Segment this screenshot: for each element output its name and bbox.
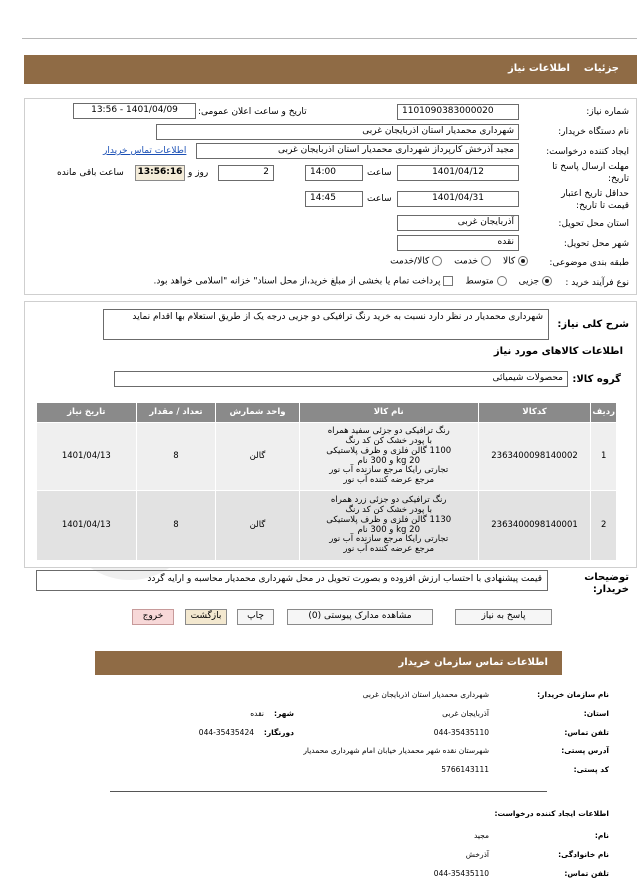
creator-phone-label: تلفن تماس: bbox=[564, 869, 609, 878]
contact-postal-label: کد پستی: bbox=[573, 765, 609, 774]
validity-time-field: 14:45 bbox=[305, 191, 363, 207]
notes-box bbox=[36, 570, 548, 591]
buyer-contact-link[interactable]: اطلاعات تماس خریدار bbox=[103, 146, 187, 156]
contact-phone-value: 044-35435110 bbox=[433, 728, 489, 737]
page-header bbox=[24, 55, 637, 84]
creator-first-name-label: نام: bbox=[594, 831, 609, 840]
view-attachments-button[interactable]: مشاهده مدارک پیوستی (0) bbox=[287, 609, 433, 625]
category-option-goods[interactable]: کالا bbox=[503, 256, 528, 268]
top-divider bbox=[22, 38, 637, 39]
need-number-field: 1101090383000020 bbox=[397, 104, 519, 120]
remaining-label: ساعت باقی مانده bbox=[57, 168, 124, 178]
col-code: کدکالا bbox=[478, 403, 591, 423]
deadline-label-1: مهلت ارسال پاسخ تا bbox=[552, 162, 629, 172]
creator-info-title: اطلاعات ایجاد کننده درخواست: bbox=[494, 809, 609, 818]
col-index: ردیف bbox=[591, 403, 617, 423]
contact-divider bbox=[110, 791, 547, 792]
tab-details[interactable]: جزئیات bbox=[583, 63, 619, 75]
goods-group-label: گروه کالا: bbox=[572, 374, 621, 385]
exit-button[interactable]: خروج bbox=[132, 609, 174, 625]
creator-last-name-value: آذرخش bbox=[465, 850, 489, 859]
contact-city-label: شهر: bbox=[274, 709, 294, 718]
contact-fax-label: دورنگار: bbox=[263, 728, 294, 737]
province-label: استان محل تحویل: bbox=[558, 219, 629, 229]
deadline-time-label: ساعت bbox=[367, 168, 392, 178]
validity-label-1: حداقل تاریخ اعتبار bbox=[561, 189, 629, 199]
creator-last-name-label: نام خانوادگی: bbox=[558, 850, 609, 859]
radio-icon bbox=[542, 276, 552, 286]
radio-icon bbox=[481, 256, 491, 266]
validity-time-label: ساعت bbox=[367, 194, 392, 204]
goods-table-header bbox=[37, 403, 617, 423]
category-label: طبقه بندی موضوعی: bbox=[549, 258, 629, 268]
row-qty: 8 bbox=[136, 491, 216, 561]
notes-label-2: خریدار: bbox=[592, 584, 629, 595]
tab-need-info[interactable]: اطلاعات نیاز bbox=[508, 63, 570, 75]
row-date: 1401/04/13 bbox=[37, 423, 137, 491]
row-code: 2363400098140001 bbox=[478, 491, 591, 561]
days-field: 2 bbox=[218, 165, 274, 181]
category-option-goods-service[interactable]: کالا/خدمت bbox=[390, 256, 442, 268]
row-unit: گالن bbox=[216, 423, 300, 491]
validity-date-field: 1401/04/31 bbox=[397, 191, 519, 207]
col-date: تاریخ نیاز bbox=[37, 403, 137, 423]
announce-field: 1401/04/09 - 13:56 bbox=[73, 103, 196, 119]
contact-phone-label: تلفن تماس: bbox=[564, 728, 609, 737]
goods-table bbox=[36, 402, 617, 561]
back-button[interactable]: بازگشت bbox=[185, 609, 227, 625]
remaining-time-field: 13:56:16 bbox=[135, 165, 185, 181]
buyer-label: نام دستگاه خریدار: bbox=[558, 127, 629, 137]
org-name-label: نام سازمان خریدار: bbox=[537, 690, 609, 699]
province-field: آذربایجان غربی bbox=[397, 215, 519, 231]
contact-header bbox=[95, 651, 562, 675]
process-options bbox=[60, 276, 552, 288]
contact-province-value: آذربایجان غربی bbox=[442, 709, 489, 718]
row-name: رنگ ترافیکی دو جزئی سفید همراه با پودر خشک کن کد رنگ 1100 گالن فلزی و ظرف پلاستیکی 20 kg و 300 نام تجارتی رایکا مرجع سازنده آب نور مرجع عرضه کننده آب نور bbox=[299, 423, 478, 491]
radio-icon bbox=[432, 256, 442, 266]
radio-icon bbox=[518, 256, 528, 266]
goods-group-field: محصولات شیمیائی bbox=[114, 371, 568, 387]
contact-city-value: نقده bbox=[250, 709, 264, 718]
city-label: شهر محل تحویل: bbox=[563, 239, 629, 249]
goods-section-title: اطلاعات کالاهای مورد نیاز bbox=[493, 346, 623, 357]
buyer-field: شهرداری محمدیار استان اذربایجان غربی bbox=[156, 124, 519, 140]
days-label: روز و bbox=[188, 168, 209, 178]
category-option-service[interactable]: خدمت bbox=[454, 256, 491, 268]
creator-first-name-value: مجید bbox=[473, 831, 489, 840]
row-index: 2 bbox=[591, 491, 617, 561]
process-option-minor[interactable]: جزیی bbox=[519, 276, 552, 288]
contact-fax-value: 044-35435424 bbox=[198, 728, 254, 737]
row-qty: 8 bbox=[136, 423, 216, 491]
deadline-date-field: 1401/04/12 bbox=[397, 165, 519, 181]
org-name-value: شهرداری محمدیار استان اذربایجان غربی bbox=[362, 690, 489, 699]
contact-address-value: شهرستان نقده شهر محمدیار خیابان امام شهرداری محمدیار bbox=[303, 746, 489, 755]
col-unit: واحد شمارش bbox=[216, 403, 300, 423]
summary-text: شهرداری محمدیار در نظر دارد نسبت به خرید رنگ ترافیکی دو جزیی درجه یک از طریق استعلام بها اقدام نماید bbox=[132, 312, 543, 322]
row-index: 1 bbox=[591, 423, 617, 491]
checkbox-icon bbox=[443, 276, 453, 286]
category-options bbox=[318, 256, 528, 268]
deadline-label-2: تاریخ: bbox=[608, 174, 629, 184]
row-date: 1401/04/13 bbox=[37, 491, 137, 561]
col-name: نام کالا bbox=[299, 403, 478, 423]
contact-address-label: آدرس پستی: bbox=[561, 746, 609, 755]
process-option-medium[interactable]: متوسط bbox=[465, 276, 506, 288]
announce-label: تاریخ و ساعت اعلان عمومی: bbox=[198, 107, 307, 117]
payment-note[interactable]: پرداخت تمام یا بخشی از مبلغ خرید،از محل اسناد" خزانه "اسلامی خواهد بود. bbox=[154, 276, 454, 288]
creator-label: ایجاد کننده درخواست: bbox=[546, 147, 629, 157]
summary-box bbox=[103, 309, 549, 340]
contact-province-label: استان: bbox=[583, 709, 609, 718]
creator-field: مجید آذرخش کارپرداز شهرداری محمدیار استان اذربایجان غربی bbox=[196, 143, 519, 159]
validity-label-2: قیمت تا تاریخ: bbox=[576, 201, 629, 211]
col-qty: تعداد / مقدار bbox=[136, 403, 216, 423]
creator-phone-value: 044-35435110 bbox=[433, 869, 489, 878]
row-code: 2363400098140002 bbox=[478, 423, 591, 491]
notes-text: قیمت پیشنهادی با احتساب ارزش افزوده و بصورت تحویل در محل شهرداری محمدیار محاسبه و ارایه گردد bbox=[147, 574, 542, 584]
process-label: نوع فرآیند خرید : bbox=[565, 278, 629, 288]
notes-label-1: توضیحات bbox=[584, 572, 629, 583]
table-row[interactable] bbox=[37, 423, 617, 491]
reply-button[interactable]: پاسخ به نیاز bbox=[455, 609, 552, 625]
need-number-label: شماره نیاز: bbox=[586, 107, 629, 117]
row-name: رنگ ترافیکی دو جزئی زرد همراه با پودر خشک کن کد رنگ 1130 گالن فلزی و ظرف پلاستیکی 20 kg و 300 نام تجارتی رایکا مرجع سازنده آب نور مرجع عرضه کننده آب نور bbox=[299, 491, 478, 561]
row-unit: گالن bbox=[216, 491, 300, 561]
radio-icon bbox=[497, 276, 507, 286]
city-field: نقده bbox=[397, 235, 519, 251]
contact-title: اطلاعات تماس سازمان خریدار bbox=[398, 656, 548, 668]
deadline-time-field: 14:00 bbox=[305, 165, 363, 181]
contact-postal-value: 5766143111 bbox=[441, 765, 489, 774]
table-row[interactable] bbox=[37, 491, 617, 561]
summary-label: شرح کلی نیاز: bbox=[557, 319, 629, 330]
print-button[interactable]: چاپ bbox=[237, 609, 274, 625]
